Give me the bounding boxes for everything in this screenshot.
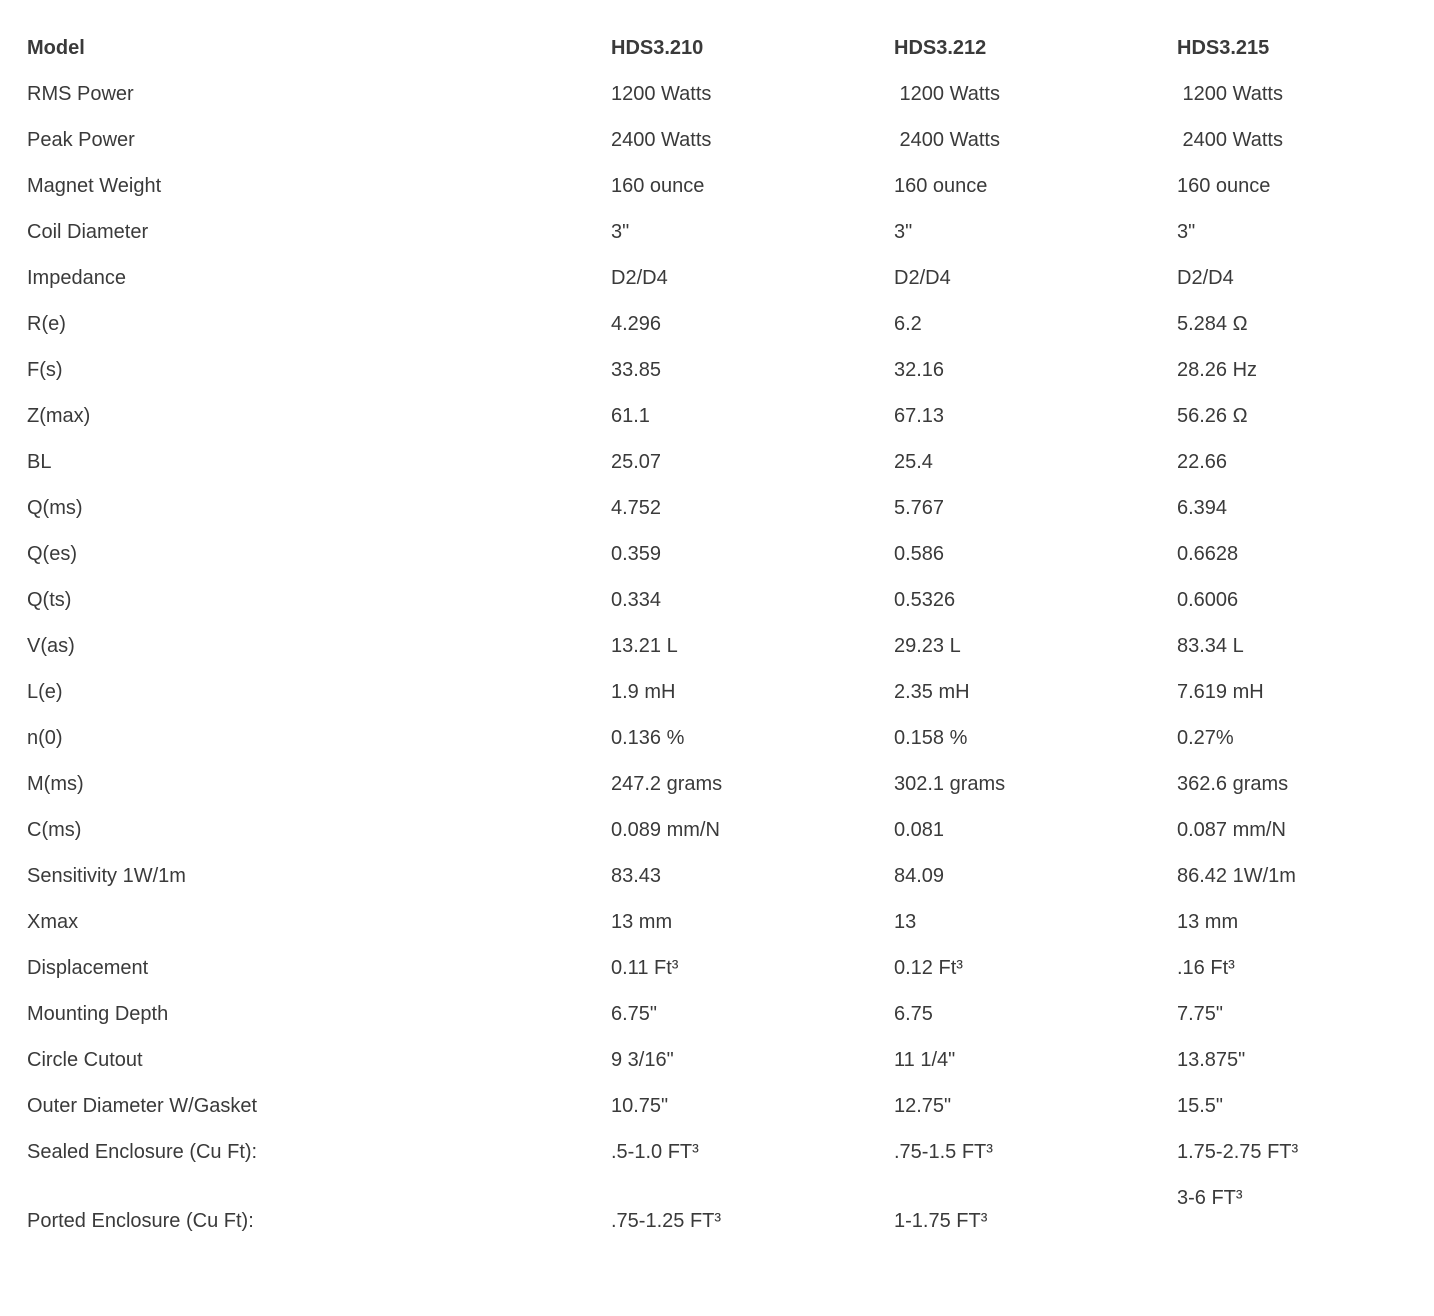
spec-value: D2/D4 [1177,267,1234,289]
table-row [27,1083,1434,1129]
spec-value: 0.5326 [894,589,956,611]
spec-value: 86.42 1W/1m [1177,865,1296,887]
spec-value: 25.4 [894,451,933,473]
spec-value: 4.296 [611,313,662,335]
spec-value: 5.284 Ω [1177,313,1248,335]
spec-value: 0.12 Ft³ [894,957,963,979]
spec-value: 7.75" [1177,1003,1224,1025]
header-model-label: Model [27,37,85,59]
spec-value: 2400 Watts [1177,129,1283,151]
table-row [27,945,1434,991]
spec-label: Displacement [27,957,149,979]
spec-value: 3" [894,221,913,243]
spec-value: 160 ounce [1177,175,1271,197]
spec-value: 28.26 Hz [1177,359,1258,381]
table-row [27,1129,1434,1175]
table-row [27,761,1434,807]
spec-value: 67.13 [894,405,945,427]
spec-label: Mounting Depth [27,1003,169,1025]
spec-value: 0.158 % [894,727,968,749]
spec-value: 0.334 [611,589,662,611]
spec-label: Circle Cutout [27,1049,143,1071]
speaker-spec-table [27,25,1434,1267]
spec-value: .75-1.5 FT³ [894,1141,993,1163]
table-row [27,807,1434,853]
spec-value: D2/D4 [894,267,951,289]
spec-value: 160 ounce [894,175,988,197]
spec-value: 56.26 Ω [1177,405,1248,427]
table-row [27,117,1434,163]
table-row [27,669,1434,715]
spec-value: 1.9 mH [611,681,676,703]
spec-value: 29.23 L [894,635,961,657]
spec-value: 5.767 [894,497,945,519]
header-model-hds3-212: HDS3.212 [894,37,987,59]
table-row [27,255,1434,301]
table-row [27,163,1434,209]
table-row [27,577,1434,623]
header-model-hds3-210: HDS3.210 [611,37,704,59]
spec-value: 0.081 [894,819,945,841]
spec-value: 83.34 L [1177,635,1244,657]
spec-label: Z(max) [27,405,91,427]
spec-value: 0.27% [1177,727,1234,749]
spec-value: 0.089 mm/N [611,819,720,841]
spec-label: Peak Power [27,129,135,151]
spec-value: 84.09 [894,865,945,887]
table-header-row [27,25,1434,71]
spec-value: 2400 Watts [611,129,712,151]
spec-label: RMS Power [27,83,134,105]
spec-value: 33.85 [611,359,662,381]
spec-value: 302.1 grams [894,773,1006,795]
spec-value: 1200 Watts [1177,83,1283,105]
spec-value: 6.394 [1177,497,1228,519]
spec-label: n(0) [27,727,63,749]
spec-value: 13.21 L [611,635,678,657]
table-row [27,301,1434,347]
table-row [27,71,1434,117]
table-row [27,899,1434,945]
spec-value: 6.2 [894,313,922,335]
table-row [27,347,1434,393]
spec-value: 1200 Watts [894,83,1000,105]
spec-value: 247.2 grams [611,773,723,795]
spec-label: Sensitivity 1W/1m [27,865,186,887]
spec-value: 3-6 FT³ [1177,1187,1243,1209]
spec-value: 13 mm [611,911,673,933]
spec-value: 0.11 Ft³ [611,957,679,979]
spec-label: F(s) [27,359,63,381]
spec-value: 13.875" [1177,1049,1246,1071]
table-row [27,1175,1434,1267]
spec-value: 0.359 [611,543,662,565]
table-row [27,715,1434,761]
spec-label: Magnet Weight [27,175,162,197]
spec-label: Q(es) [27,543,77,565]
spec-value: 1-1.75 FT³ [894,1210,988,1232]
spec-value: 0.087 mm/N [1177,819,1286,841]
spec-value: 0.6006 [1177,589,1239,611]
table-row [27,485,1434,531]
spec-value: 61.1 [611,405,650,427]
spec-value: 6.75 [894,1003,933,1025]
spec-label: Sealed Enclosure (Cu Ft): [27,1141,258,1163]
spec-value: .5-1.0 FT³ [611,1141,699,1163]
table-row [27,439,1434,485]
spec-value: 13 [894,911,917,933]
spec-label: Coil Diameter [27,221,149,243]
spec-value: 13 mm [1177,911,1239,933]
spec-value: .75-1.25 FT³ [611,1210,722,1232]
spec-label: Outer Diameter W/Gasket [27,1095,258,1117]
header-model-hds3-215: HDS3.215 [1177,37,1270,59]
spec-value: 12.75" [894,1095,952,1117]
spec-value: 0.6628 [1177,543,1239,565]
spec-label: Ported Enclosure (Cu Ft): [27,1210,254,1232]
spec-value: .16 Ft³ [1177,957,1235,979]
spec-value: 22.66 [1177,451,1228,473]
spec-value: 0.136 % [611,727,685,749]
spec-label: BL [27,451,52,473]
table-row [27,623,1434,669]
spec-value: 11 1/4" [894,1049,956,1071]
spec-value: 160 ounce [611,175,705,197]
spec-label: C(ms) [27,819,82,841]
spec-value: 32.16 [894,359,945,381]
table-row [27,209,1434,255]
spec-value: 362.6 grams [1177,773,1289,795]
spec-label: Xmax [27,911,79,933]
spec-value: 15.5" [1177,1095,1224,1117]
spec-label: Q(ms) [27,497,83,519]
spec-value: 9 3/16" [611,1049,674,1071]
spec-value: 83.43 [611,865,662,887]
spec-value: 3" [611,221,630,243]
spec-value: 1200 Watts [611,83,712,105]
spec-value: 7.619 mH [1177,681,1264,703]
table-row [27,393,1434,439]
table-row [27,1037,1434,1083]
spec-label: R(e) [27,313,66,335]
spec-label: M(ms) [27,773,84,795]
spec-value: 1.75-2.75 FT³ [1177,1141,1299,1163]
spec-value: 2.35 mH [894,681,970,703]
spec-label: V(as) [27,635,75,657]
spec-value: 2400 Watts [894,129,1000,151]
spec-label: L(e) [27,681,63,703]
spec-value: 4.752 [611,497,662,519]
spec-value: 25.07 [611,451,662,473]
spec-value: 0.586 [894,543,945,565]
spec-label: Q(ts) [27,589,72,611]
spec-value: 3" [1177,221,1196,243]
table-row [27,531,1434,577]
spec-label: Impedance [27,267,126,289]
spec-value: 10.75" [611,1095,669,1117]
spec-value: D2/D4 [611,267,668,289]
table-row [27,991,1434,1037]
spec-value: 6.75" [611,1003,658,1025]
table-row [27,853,1434,899]
